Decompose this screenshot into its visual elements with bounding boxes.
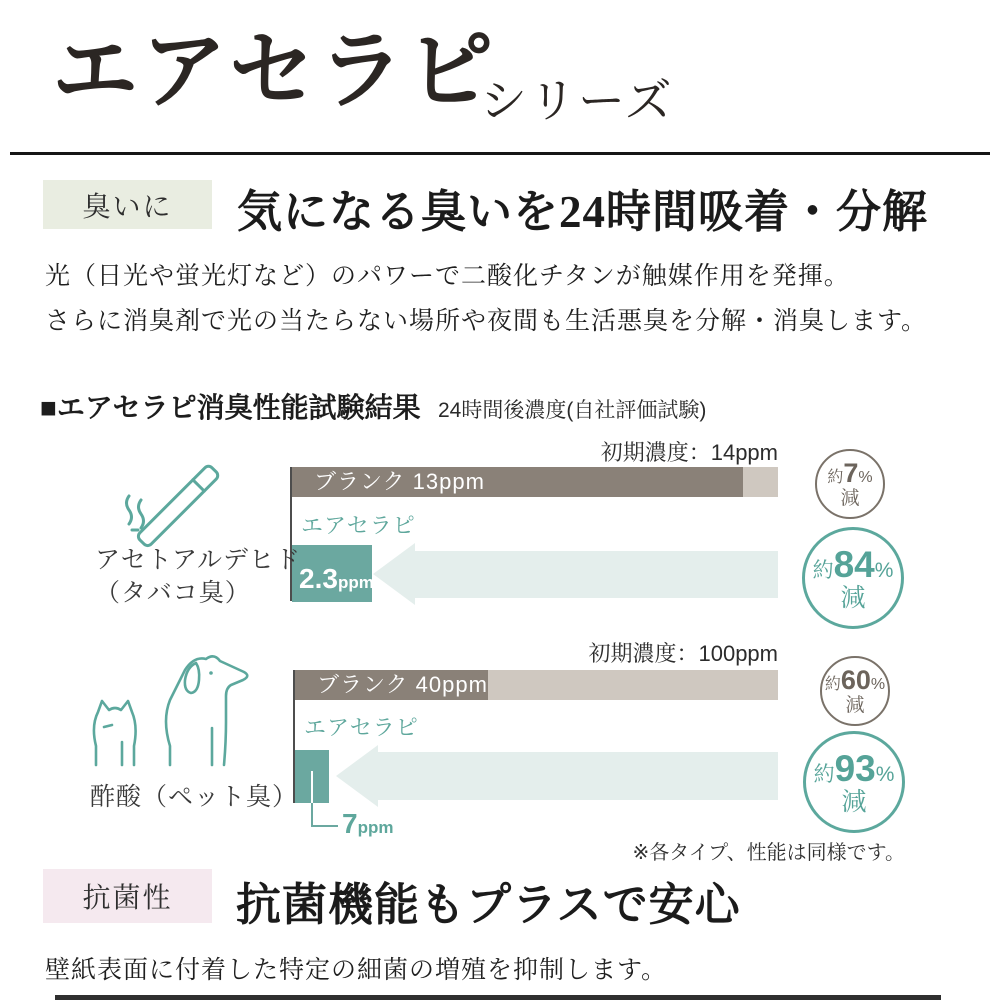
category-label-line1: アセトアルデヒド [95,546,302,574]
page-title: エアセラピ [52,23,497,119]
product-bar-value: 2.3ppm [299,563,374,594]
reduction-circle-product: 約 93 % 減 [803,731,905,833]
blank-bar-label: ブランク 13ppm [314,469,485,494]
blank-bar [292,467,778,497]
category-label-line1: 酢酸（ペット臭） [90,783,299,811]
bottom-crop-strip [55,995,941,1000]
arrow-left-icon [336,743,778,809]
results-heading: ■エアセラピ消臭性能試験結果 [40,392,421,423]
page-title-suffix: シリーズ [480,74,674,127]
pets-icon [82,650,307,775]
blank-bar-label: ブランク 40ppm [317,672,488,697]
antibacterial-headline: 抗菌機能もプラスで安心 [236,880,741,930]
initial-concentration-label: 初期濃度：100ppm [588,641,778,666]
initial-concentration-label: 初期濃度：14ppm [600,440,778,465]
chart-acetic-acid [0,630,1000,875]
odor-body-line-1: 光（日光や蛍光灯など）のパワーで二酸化チタンが触媒作用を発揮。 [45,263,850,290]
antibacterial-badge: 抗菌性 [43,869,212,923]
reduction-circle-blank: 約 7 % 減 [815,449,885,519]
antibacterial-body: 壁紙表面に付着した特定の細菌の増殖を抑制します。 [45,957,668,984]
arrow-left-icon [373,541,778,607]
product-series-label: エアセラピ [301,513,416,538]
category-label-line2: （タバコ臭） [95,579,251,607]
results-note: ※各タイプ、性能は同様です。 [632,842,905,864]
reduction-circle-blank: 約 60 % 減 [820,656,890,726]
product-bar-value: 7ppm [342,808,394,839]
callout-line [311,771,313,803]
odor-headline: 気になる臭いを24時間吸着・分解 [237,187,929,237]
odor-badge: 臭いに [43,180,212,229]
callout-line [311,803,313,827]
blank-bar [295,670,778,700]
results-subheading: 24時間後濃度(自社評価試験) [438,399,707,422]
title-divider [10,152,990,155]
odor-body-line-2: さらに消臭剤で光の当たらない場所や夜間も生活悪臭を分解・消臭します。 [45,308,928,335]
callout-line [311,825,338,827]
chart-acetaldehyde [0,430,1000,630]
product-series-label: エアセラピ [304,715,419,740]
reduction-circle-product: 約 84 % 減 [802,527,904,629]
